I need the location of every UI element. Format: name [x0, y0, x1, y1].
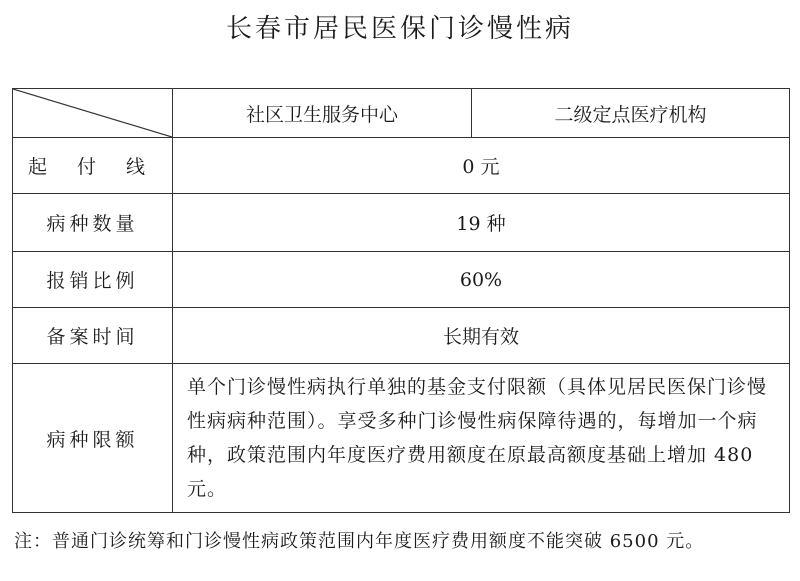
- diagonal-line: [13, 89, 172, 137]
- row-value-disease-limit: 单个门诊慢性病执行单独的基金支付限额（具体见居民医保门诊慢性病病种范围）。享受多种门诊慢性病保障待遇的，每增加一个病种，政策范围内年度医疗费用额度在原最高额度基础上增加 480 元。: [173, 364, 790, 513]
- row-value-filing-period: 长期有效: [173, 308, 790, 364]
- row-label-disease-limit: 病种限额: [13, 364, 173, 513]
- table-row: [13, 138, 790, 194]
- table-row: [13, 252, 790, 308]
- row-value-reimbursement-ratio: 60%: [173, 252, 790, 308]
- row-label-disease-count: 病种数量: [13, 194, 173, 252]
- table-row: [13, 308, 790, 364]
- row-label-reimbursement-ratio: 报销比例: [13, 252, 173, 308]
- row-value-disease-count: 19 种: [173, 194, 790, 252]
- row-label-deductible: 起 付 线: [13, 138, 173, 194]
- row-label-filing-period: 备案时间: [13, 308, 173, 364]
- page-title: 长春市居民医保门诊慢性病: [225, 14, 574, 44]
- column-header-secondary: 二级定点医疗机构: [472, 89, 790, 138]
- column-header-community: 社区卫生服务中心: [173, 89, 472, 138]
- footnote: 注：普通门诊统筹和门诊慢性病政策范围内年度医疗费用额度不能突破 6500 元。: [14, 531, 705, 552]
- policy-table: [12, 88, 790, 513]
- row-value-deductible: 0 元: [173, 138, 790, 194]
- table-row: [13, 364, 790, 513]
- diagonal-header-cell: [13, 89, 173, 138]
- table-row: [13, 194, 790, 252]
- table-header-row: [13, 89, 790, 138]
